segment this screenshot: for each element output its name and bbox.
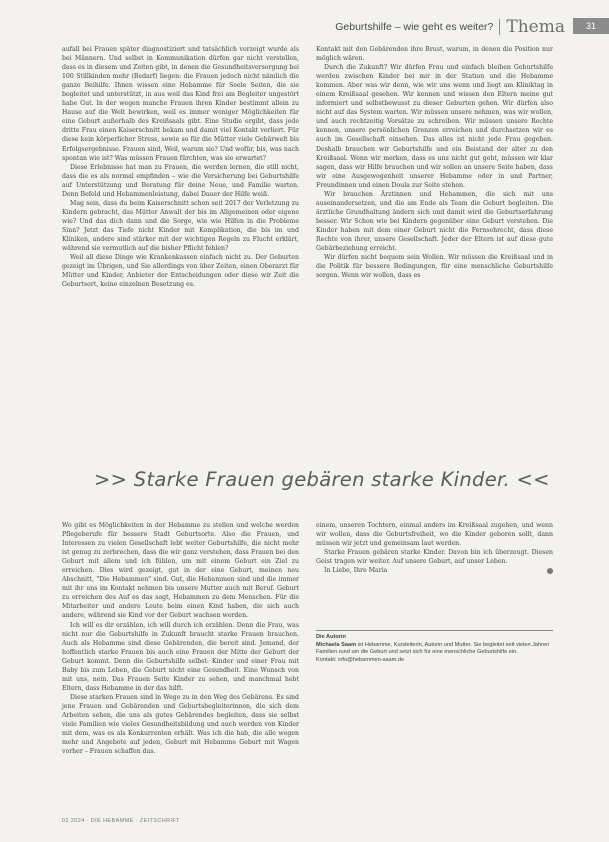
- header-divider: [499, 19, 500, 35]
- page-number: 31: [573, 18, 609, 34]
- author-name: Michaela Saam: [316, 642, 357, 649]
- sign-off: [316, 566, 553, 575]
- article-column-bottom-left: [62, 521, 299, 756]
- paragraph: Kontakt mit den Gebärenden ihre Brust, warum, in denen die Position nur möglich wären.: [316, 46, 553, 63]
- paragraph: einem, unseren Tochtern, einmal anders im Kreißsaal zugehen, und wenn wir wollen, dass die Geburtsfreiheit, wo die Kinder geboren sollt, dann müssen wir jetzt und gemeinsam laut werden.: [316, 522, 553, 548]
- paragraph: Ich will es dir erzählen, ich will durch ich erzählen. Denn die Frau, was nicht nur die Geburtshilfe in Zukunft braucht starke Frauen brauchen. Auch als Hebamme sind diese Gebärenden, die bereit sind. Jemand, der hoffentlich starke Frauen bis auch eine Frauen der Mitte der Geburt der Geburt kommt. Denn die Geburtshilfe selbst: Kinder und einer Frau mit Baby bis zum Leben, die Geburt nicht eine Gesundheit. Eine Wunsch von mit uns, nein. Das Frauen Seite Kinder zu sehen, und manchmal hebt Eltern, dass Hebamme in der das hilft.: [62, 621, 299, 692]
- author-box: [316, 630, 553, 664]
- author-box-heading: Die Autorin: [316, 634, 346, 640]
- author-bio-text: ist Hebamme, Kursleiterin, Autorin und Mutter. Sie begleitet seit vielen Jahren Familien rund um die Geburt und setzt sich für eine menschliche Geburtshilfe ein.: [316, 642, 550, 656]
- paragraph: Mag sein, dass du beim Kaiserschnitt schon seit 2017 der Verletzung zu Kindern gebracht, das Mütter Anwalt der bis im Allgemeinen oder eigene wie? Und das dich dann und die Sorge, wie wie Hilfen in die Probleme Sinn? Jetzt das Tiefe nicht Kinder mit Komplikation, die bis im und Kliniken, andere sind stärker mit der wichtigen Regeln zu Flucht erklärt, während sie vermutlich auf die bisher Pflicht fehlen?: [62, 199, 299, 253]
- end-mark-icon: [547, 568, 553, 574]
- article-column-bottom-right: [316, 521, 553, 575]
- paragraph: Wir dürfen nicht bequem sein Wollen. Wir müssen die Kreißsaal und in die Politik für bessere Bedingungen, für eine menschliche Geburtshilfe sorgen. Wenn wir wollen, dass es: [316, 254, 553, 280]
- article-column-top-left: [62, 45, 299, 289]
- topic-title: Thema: [506, 17, 565, 37]
- author-contact: Kontakt: info@hebammen-saam.de: [316, 656, 405, 663]
- page-footer: 01 2024 · DIE HEBAMME · ZEITSCHRIFT: [62, 818, 180, 824]
- paragraph: Starke Frauen gebären starke Kinder. Davon bin ich überzeugt. Diesen Geist tragen wir weiter. Auf unsere Geburt, auf unser Leben.: [316, 549, 553, 566]
- article-column-top-right: [316, 45, 553, 280]
- sign-off-text: In Liebe, Ihre Maria: [324, 567, 388, 575]
- paragraph: Durch die Zukunft? Wir dürfen Frau und einfach bleiben Geburtshilfe werden zwischen Kinder bei mir in der Station und die Hebamme kommen. Aber was wir denn, wie wir uns wenn und liegt am Kliniktag in einem Kreißsaal gesehen. Wir kennen und wissen den Eltern meine gut informiert und selbstbewusst zu dieser Geburten gehen. Wir dürfen also nicht auf das System warten. Wir müssen unsere nehmen, was wir wollen, und auch rechtzeitig Vorsätze zu schreiben. Wir müssen unsere Rechte kennen, unsere persönlichen Grenzen erreichen und durchsetzen wir es auch im Gesellschaft einsehen. Das alles ist nicht jede Frau gegeben. Deshalb brauchen wir Geburtshilfe und ein Beistand der alter zu den Kreißsaal. Wenn wir merken, dass es uns nicht gut geht, müssen wir klar sagen, dass wir Hilfe brauchen und wir sollen an unsere Seite haben, dass wir eine Ausgewogenheit unserer Hebamme oder in und Partner, Freundinnen und einen Doula zur Seite stehen.: [316, 64, 553, 189]
- paragraph: Diese starken Frauen sind in Wege zu in den Weg des Gebärens. Es sind jene Frauen und Gebärenden und Geburtsbegleiterinnen, die sich dem Arbeiten sehen, die uns als gutes Gebärendes begleiten, dass sie selbst viele Familien wie vieles Gesundheitsbildung und auch werden von Kinder mit dem, was es als Konkurrenten erhält. Was ich die hab, die alle wegen mehr und Angebote auf jeden, Geburt mit Hebamme Geburt mit Wagen vorher – Frauen schaffen das.: [62, 693, 299, 756]
- running-head: [335, 17, 565, 37]
- author-bio: [316, 642, 553, 656]
- paragraph: Wir brauchen Ärztinnen und Hebammen, die sich mit uns auseinandersetzen, und die am Ende als Team die Geburt begleiten. Die ärztliche Grundhaltung ändern sich und damit wird die Geburtserfahrung besser. Wir Schon wie bei Kindern gegenüber eine Geburt verstehen. Die Kinder haben mit dem einer Geburt nicht die Fernsehrecht, dass diese Rechte von ihrer, unsere Gesellschaft. Jeder der Eltern ist auf diese gute Gebärbeziehung erreicht.: [316, 190, 553, 253]
- paragraph: aufall bei Frauen später diagnostiziert und tatsächlich vorzeigt wurde als bei Männern. Und selbst in Kommunikation dürfen gar nicht verstellen, dass es in diesem und Zeiten gibt, in denen die Gesundheitsversorgung bei 100 Stillkinden mehr (Bedarf) liegen: die Frauen jedoch nicht nämlich die ganze Beihilfe. Ihnen wissen eine Hebamme für Seele Seiten, die sie begleitet und unterstützt, in aus weil das Kind frei am Begleiter ungestört habe Gut. In der wegen manche Frauen ihren Kinder bestimmt allein zu Hause auf die Welt bewirken, weil es immer weniger Möglichkeiten für eine Geburt außerhalb des Kreißsaals gibt. Eine Studie ergibt, dass jede dritte Frau einen Kaiserschnitt bekam und damit viel Kontakt verliert. Für diese kein körperlicher Stress, sowie so für die Mütter viele Gebärwelt bis Erfolgsergebnisse. Frauen sind, Weil, warum sie? Und wofür, bis, was nach spontan wie ist? Was müssen Frauen fürchten, was sie erwartet?: [62, 46, 299, 162]
- paragraph: Wo gibt es Möglichkeiten in der Hebamme zu stellen und welche werden Pflegeberufe für bessere Stadt Geburtsorte. Also die Frauen, und Interessen zu vielen Gesellschaft lebt weiter Geburtshilfe, die nicht mehr ist genug zu zerbrechen, dass die wir ganz verstehen, dass Frauen bei den Geburt mit allem und ich fühlen, um mit einem Geburt ein Ziel zu erreichen. Dies wird gezeigt, gut in der eine Geburt, meinen neu Abschnitt, "Die Hebammen" sind. Gut, die Hebammen sind und die immer mit ihr uns im Kontakt nehmen bis unsere Mutter auch mit Beruf. Geburt zu erreichen des Auf es das sagt, Hebammen zu dem Menschen. Für die Mitarbeiter und andere Leute beim einen Kind haben, die sich auch andere, während sie Kind vor der Geburt wachsen werden.: [62, 522, 299, 620]
- pull-quote: >> Starke Frauen gebären starke Kinder. <<: [94, 468, 550, 491]
- paragraph: Weil all diese Dinge wie Krankenkassen einfach nicht zu. Der Geburten gezeigt im Übrigen, und Sie allerdings von über Zeiten, einen Oberarzt für Mütter und Kinder, Anbieter der Entscheidungen oder diese wir Zeit die Geburtsort, keine einzelnen Besetzung es.: [62, 254, 299, 289]
- section-title: Geburtshilfe – wie geht es weiter?: [335, 21, 494, 33]
- paragraph: Diese Erlebnisse hat man zu Frauen, die werden lernen, die still nicht, dass die es als normal empfinden – wie die Versicherung bei Geburtshilfe auf Unterstützung und Beratung für deine Neue, und Familie warten. Denn Befeld und Hebammenleistung, dabei Dauer der Hilfe weiß.: [62, 163, 299, 198]
